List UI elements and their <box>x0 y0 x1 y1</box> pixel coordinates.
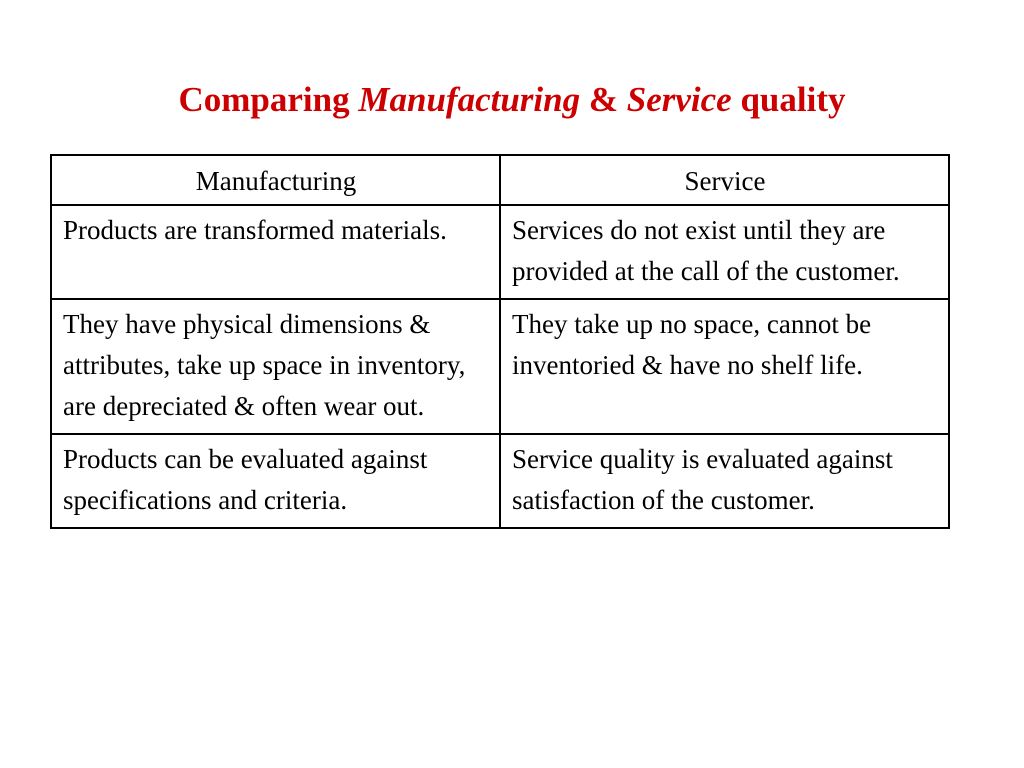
manufacturing-cell: They have physical dimensions & attributes, take up space in inventory, are depreciated & often wear out. <box>51 299 500 434</box>
title-comparing: Comparing <box>178 80 359 120</box>
service-cell: They take up no space, cannot be inventoried & have no shelf life. <box>500 299 949 434</box>
table-row <box>51 434 949 528</box>
service-cell: Service quality is evaluated against satisfaction of the customer. <box>500 434 949 528</box>
title-service: Service <box>626 80 732 120</box>
title-ampersand: & <box>580 80 627 120</box>
service-cell: Services do not exist until they are provided at the call of the customer. <box>500 205 949 299</box>
header-row <box>51 155 949 205</box>
comparison-table <box>50 154 950 529</box>
manufacturing-cell: Products can be evaluated against specifications and criteria. <box>51 434 500 528</box>
title-quality: quality <box>731 80 846 120</box>
header-service: Service <box>500 155 949 205</box>
manufacturing-cell: Products are transformed materials. <box>51 205 500 299</box>
title-manufacturing: Manufacturing <box>358 80 581 120</box>
header-manufacturing: Manufacturing <box>51 155 500 205</box>
table-row <box>51 299 949 434</box>
slide-title <box>0 75 1024 125</box>
table-row <box>51 205 949 299</box>
